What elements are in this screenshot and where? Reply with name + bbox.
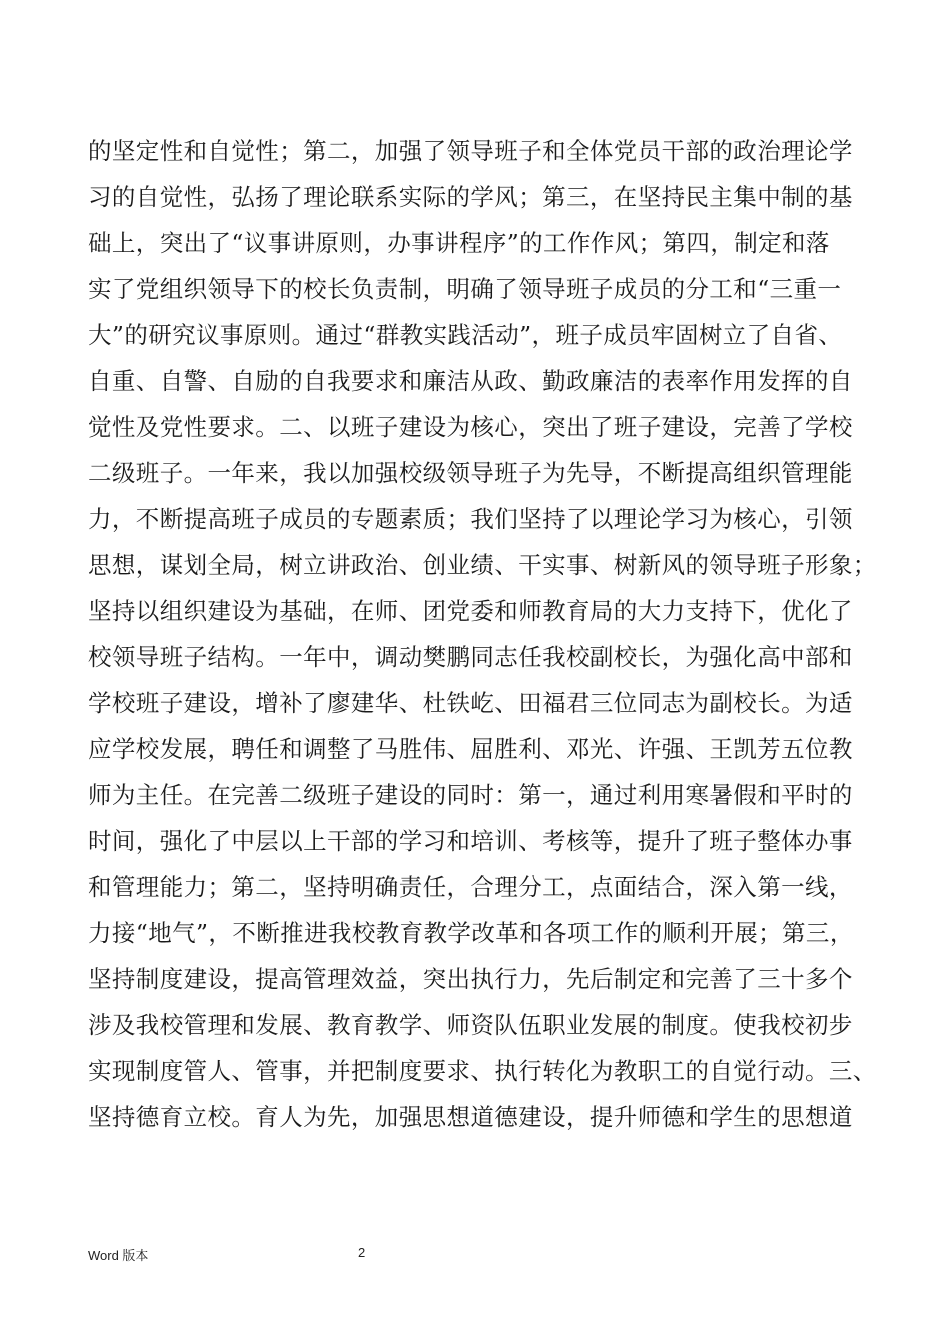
text-line: 觉性及党性要求。二、以班子建设为核心，突出了班子建设，完善了学校 [88,413,853,441]
page-number: 2 [358,1245,366,1260]
text-line: 力接“地气”，不断推进我校教育教学改革和各项工作的顺利开展；第三， [88,919,854,947]
text-line: 力，不断提高班子成员的专题素质；我们坚持了以理论学习为核心，引领 [88,505,853,533]
body-text [88,128,878,1140]
text-line: 时间，强化了中层以上干部的学习和培训、考核等，提升了班子整体办事 [88,827,853,855]
text-line: 二级班子。一年来，我以加强校级领导班子为先导，不断提高组织管理能 [88,459,853,487]
text-line: 应学校发展，聘任和调整了马胜伟、屈胜利、邓光、许强、王凯芳五位教 [88,735,853,763]
text-line: 实了党组织领导下的校长负责制，明确了领导班子成员的分工和“三重一 [88,275,842,303]
text-line: 涉及我校管理和发展、教育教学、师资队伍职业发展的制度。使我校初步 [88,1011,853,1039]
text-line: 大”的研究议事原则。通过“群教实践活动”，班子成员牢固树立了自省、 [88,321,843,349]
text-line: 习的自觉性，弘扬了理论联系实际的学风；第三，在坚持民主集中制的基 [88,183,853,211]
footer-label: Word 版本 [88,1248,149,1263]
text-line: 和管理能力；第二，坚持明确责任，合理分工，点面结合，深入第一线， [88,873,853,901]
text-line: 坚持制度建设，提高管理效益，突出执行力，先后制定和完善了三十多个 [88,965,853,993]
text-line: 的坚定性和自觉性；第二，加强了领导班子和全体党员干部的政治理论学 [88,137,853,165]
text-line: 础上，突出了“议事讲原则，办事讲程序”的工作作风；第四，制定和落 [88,229,830,257]
text-line: 校领导班子结构。一年中，调动樊鹏同志任我校副校长，为强化高中部和 [88,643,853,671]
text-line: 实现制度管人、管事，并把制度要求、执行转化为教职工的自觉行动。三、 [88,1057,877,1085]
text-line: 师为主任。在完善二级班子建设的同时：第一，通过利用寒暑假和平时的 [88,781,853,809]
text-line: 坚持以组织建设为基础，在师、团党委和师教育局的大力支持下，优化了 [88,597,853,625]
text-line: 自重、自警、自励的自我要求和廉洁从政、勤政廉洁的表率作用发挥的自 [88,367,853,395]
text-line: 学校班子建设，增补了廖建华、杜铁屹、田福君三位同志为副校长。为适 [88,689,853,717]
text-line: 坚持德育立校。育人为先，加强思想道德建设，提升师德和学生的思想道 [88,1103,853,1131]
text-line: 思想，谋划全局，树立讲政治、创业绩、干实事、树新风的领导班子形象； [88,551,877,579]
